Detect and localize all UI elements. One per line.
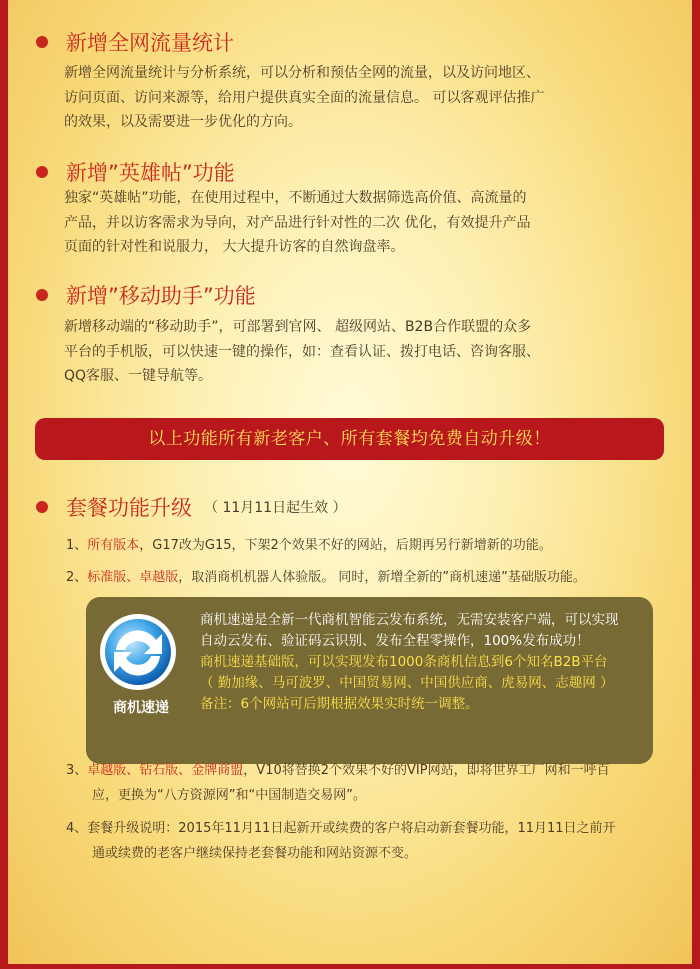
business-express-box <box>86 597 653 764</box>
effective-date-note: （ 11月11日起生效 ） <box>204 500 347 516</box>
section-body-hero-post <box>64 186 664 260</box>
item-text: 通或续费的老客户继续保持老套餐功能和网站资源不变。 <box>92 846 418 861</box>
section-title-text: 套餐功能升级 <box>66 496 192 520</box>
box-description <box>200 610 640 715</box>
item-text: ，V10将替换2个效果不好的VIP网站，即将世界工厂网和一呼百 <box>243 763 610 778</box>
box-line: 备注：6个网站可后期根据效果实时统一调整。 <box>200 696 479 712</box>
box-line: 自动云发布、验证码云识别、发布全程零操作，100%发布成功！ <box>200 633 590 649</box>
item-number: 3、 <box>66 763 88 778</box>
business-express-logo-icon <box>98 610 178 710</box>
upgrade-item-2 <box>66 565 666 590</box>
section-title-text: 新增全网流量统计 <box>66 31 234 55</box>
body-line: 页面的针对性和说服力， 大大提升访客的自然询盘率。 <box>64 239 405 255</box>
body-line: 访问页面、访问来源等，给用户提供真实全面的流量信息。 可以客观评估推广 <box>64 89 545 106</box>
body-line: 新增移动端的“移动助手”，可部署到官网、 超级网站、B2B合作联盟的众多 <box>64 319 532 335</box>
item-text: ，取消商机机器人体验版。 同时，新增全新的”商机速递”基础版功能。 <box>178 570 586 585</box>
item-number: 4、 <box>66 821 88 836</box>
free-upgrade-banner: 以上功能所有新老客户、所有套餐均免费自动升级！ <box>35 418 664 460</box>
section-title-hero-post <box>36 157 235 187</box>
body-line: 平台的手机版，可以快速一键的操作，如：查看认证、拨打电话、咨询客服、 <box>64 343 540 360</box>
logo-label: 商机速递 <box>113 700 169 716</box>
box-line: 商机速递是全新一代商机智能云发布系统，无需安装客户端，可以实现 <box>200 612 619 628</box>
box-line: 商机速递基础版，可以实现发布1000条商机信息到6个知名B2B平台 <box>200 654 608 670</box>
item-text: 套餐升级说明：2015年11月11日起新开或续费的客户将启动新套餐功能，11月11日之前开 <box>87 821 616 836</box>
body-line: 独家“英雄帖”功能，在使用过程中，不断通过大数据筛选高价值、高流量的 <box>64 190 527 206</box>
section-title-traffic <box>36 27 234 57</box>
section-body-traffic <box>64 61 664 135</box>
body-line: 的效果，以及需要进一步优化的方向。 <box>64 114 302 130</box>
item-text: ，G17改为G15，下架2个效果不好的网站，后期再另行新增新的功能。 <box>139 538 552 553</box>
section-title-text: 新增”英雄帖”功能 <box>66 161 235 185</box>
upgrade-item-4 <box>66 816 666 866</box>
upgrade-item-3 <box>66 758 666 808</box>
section-title-mobile-assistant <box>36 280 256 310</box>
upgrade-item-1 <box>66 533 666 558</box>
item-highlight: 所有版本 <box>87 538 140 553</box>
box-line: （ 勤加缘、马可波罗、中国贸易网、中国供应商、虎易网、志趣网 ） <box>200 675 614 691</box>
section-title-upgrade <box>36 492 347 522</box>
bullet-dot-icon <box>36 289 48 301</box>
bullet-dot-icon <box>36 36 48 48</box>
item-highlight: 标准版、卓越版 <box>87 570 179 585</box>
body-line: 新增全网流量统计与分析系统，可以分析和预估全网的流量，以及访问地区、 <box>64 65 540 81</box>
item-number: 2、 <box>66 570 88 585</box>
bullet-dot-icon <box>36 501 48 513</box>
item-highlight: 卓越版、钻石版、金牌商盟 <box>87 763 244 778</box>
item-text: 应，更换为“八方资源网”和“中国制造交易网”。 <box>92 788 366 803</box>
section-title-text: 新增”移动助手”功能 <box>66 284 256 308</box>
body-line: 产品，并以访客需求为导向，对产品进行针对性的二次 优化，有效提升产品 <box>64 214 531 231</box>
body-line: QQ客服、一键导航等。 <box>64 368 213 384</box>
item-number: 1、 <box>66 538 88 553</box>
bullet-dot-icon <box>36 166 48 178</box>
section-body-mobile-assistant <box>64 315 664 389</box>
